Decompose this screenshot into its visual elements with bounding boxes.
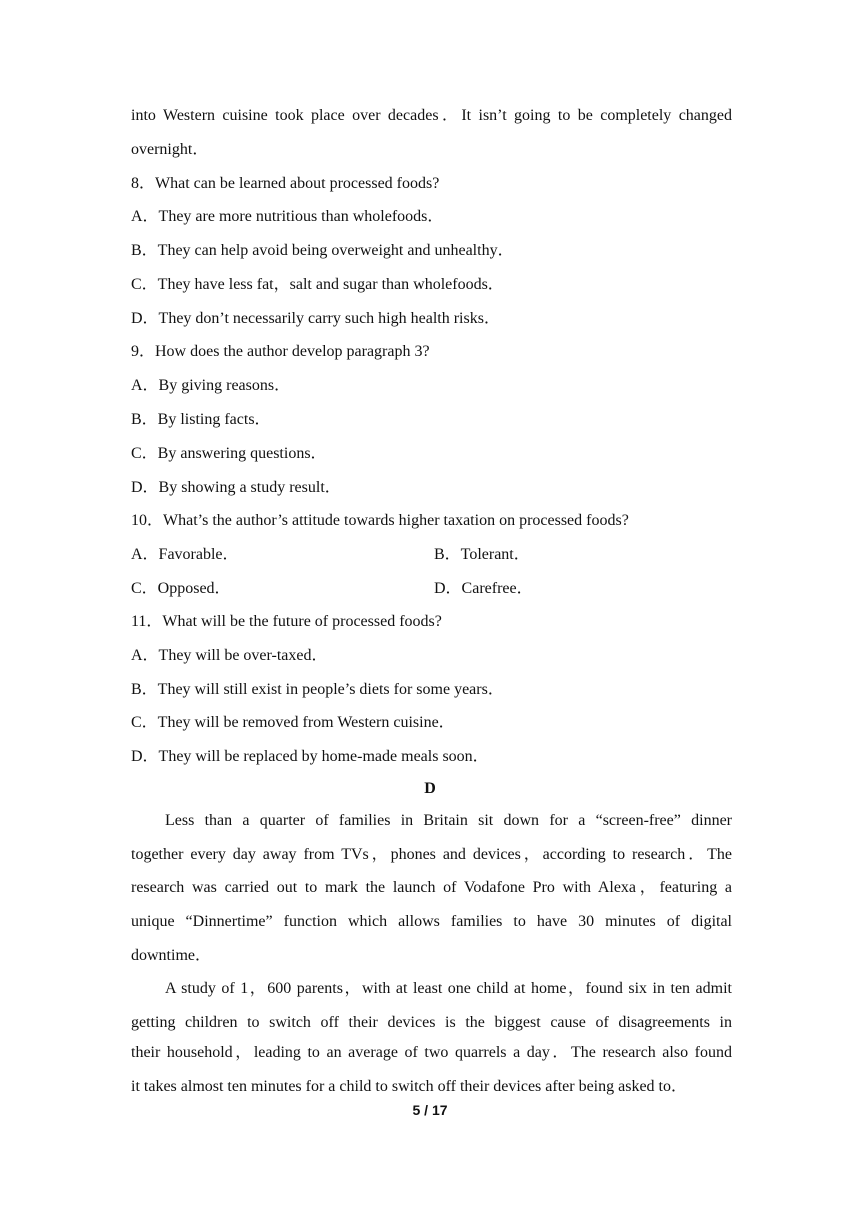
- page-number: 5 / 17: [412, 1102, 448, 1118]
- question-11-option-c: C．They will be removed from Western cuisine．: [131, 714, 455, 731]
- section-heading: D: [424, 780, 436, 797]
- question-11-option-a: A．They will be over-taxed．: [131, 647, 328, 664]
- question-9-option-c: C．By answering questions．: [131, 445, 327, 462]
- paragraph-line: getting children to switch off their devices is the biggest cause of disagreements in: [131, 1014, 732, 1031]
- question-8-option-a: A．They are more nutritious than wholefoods．: [131, 208, 444, 225]
- passage-line: overnight．: [131, 141, 209, 158]
- question-8-option-c: C．They have less fat，salt and sugar than wholefoods．: [131, 276, 504, 293]
- question-9-option-b: B．By listing facts．: [131, 411, 271, 428]
- question-8-stem: 8．What can be learned about processed foods?: [131, 175, 440, 192]
- question-10-stem: 10．What’s the author’s attitude towards higher taxation on processed foods?: [131, 512, 629, 529]
- question-10-option-d: D．Carefree．: [434, 580, 533, 597]
- question-11-option-b: B．They will still exist in people’s diets for some years．: [131, 681, 504, 698]
- question-10-option-c: C．Opposed．: [131, 580, 231, 597]
- question-10-option-b: B．Tolerant．: [434, 546, 530, 563]
- paragraph-line: it takes almost ten minutes for a child to switch off their devices after being asked to．: [131, 1078, 687, 1095]
- question-10-option-a: A．Favorable．: [131, 546, 239, 563]
- paragraph-line: downtime．: [131, 947, 211, 964]
- question-9-stem: 9．How does the author develop paragraph 3?: [131, 343, 430, 360]
- paragraph-line: their household，leading to an average of two quarrels a day．The research also found: [131, 1044, 732, 1061]
- passage-line: into Western cuisine took place over decades．It isn’t going to be completely changed: [131, 107, 732, 124]
- paragraph-line: unique “Dinnertime” function which allows families to have 30 minutes of digital: [131, 913, 732, 930]
- paragraph-line: Less than a quarter of families in Britain sit down for a “screen-free” dinner: [165, 812, 732, 829]
- question-9-option-d: D．By showing a study result．: [131, 479, 341, 496]
- question-8-option-b: B．They can help avoid being overweight and unhealthy．: [131, 242, 514, 259]
- question-11-option-d: D．They will be replaced by home-made meals soon．: [131, 748, 489, 765]
- paragraph-line: together every day away from TVs，phones and devices，according to research．The: [131, 846, 732, 863]
- question-9-option-a: A．By giving reasons．: [131, 377, 291, 394]
- paragraph-line: A study of 1，600 parents，with at least one child at home，found six in ten admit: [165, 980, 732, 997]
- question-8-option-d: D．They don’t necessarily carry such high health risks．: [131, 310, 500, 327]
- question-11-stem: 11．What will be the future of processed foods?: [131, 613, 442, 630]
- paragraph-line: research was carried out to mark the launch of Vodafone Pro with Alexa，featuring a: [131, 879, 732, 896]
